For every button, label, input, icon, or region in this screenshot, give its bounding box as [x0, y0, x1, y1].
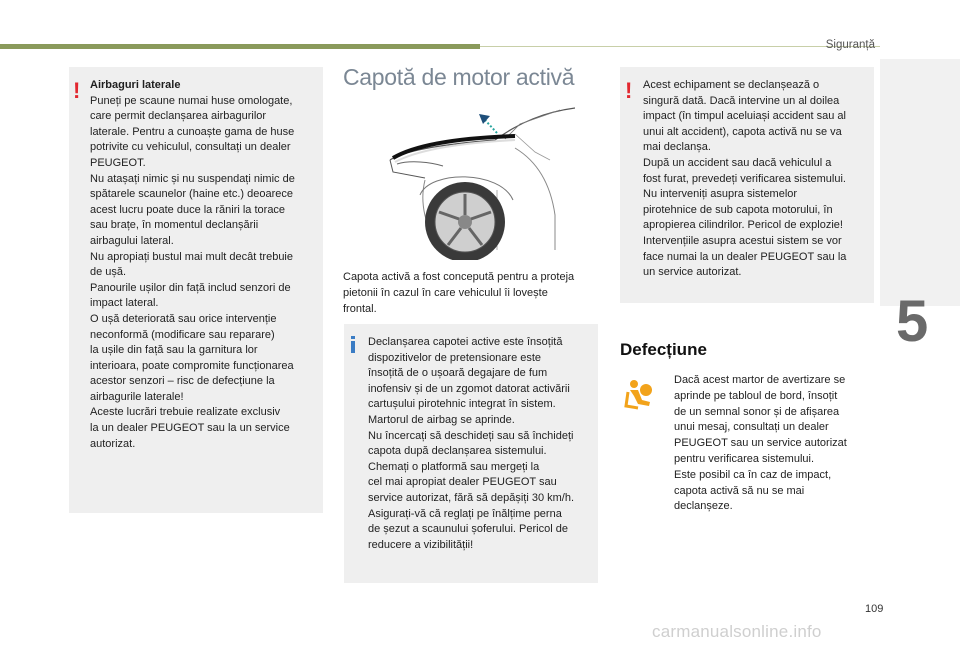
- page-number: 109: [865, 603, 884, 615]
- section-title: Siguranță: [825, 39, 875, 51]
- warning-exclamation-icon: !: [73, 78, 81, 103]
- header-rule: [480, 46, 880, 47]
- bonnet-lift-arrow-icon: [479, 114, 497, 133]
- chapter-number: 5: [896, 289, 929, 354]
- info-icon: [351, 341, 355, 353]
- side-airbag-warning-text: Puneți pe scaune numai huse omologate, care permit declanșarea airbagurilor laterale. Pentru a cunoaște gama de huse potrivite cu vehiculul, consultați un dealer PEUGEOT. Nu atașați nimic și nu suspendați nimic de spătarele scaunelor (haine etc.) deoarece acest lucru poate duce la răniri la torace sau brațe, în momentul declanșării airbagului lateral. Nu apropiați bustul mai mult decât trebuie de ușă. Panourile ușilor din față includ senzori de impact lateral. O ușă deteriorată sau orice intervenție neconformă (modificare sau reparare) la ușile din față sau la garnitura lor interioara, poate compromite funcționarea acestor senzori – risc de defecțiune la airbagurile laterale! Aceste lucrări trebuie realizate exclusiv la un dealer PEUGEOT sau la un service autorizat.: [90, 94, 295, 450]
- defects-heading: Defecțiune: [620, 340, 707, 359]
- chapter-tab: [880, 59, 960, 306]
- active-bonnet-info-text: Declanșarea capotei active este însoțită dispozitivelor de pretensionare este însoțită de o ușoară degajare de fum inofensiv și de un zgomot datorat activării cartușului pirotehnic integrat în sistem. Martorul de airbag se aprinde. Nu încercați să deschideți sau să închideți capota după declanșarea sistemului. Chemați o platformă sau mergeți la cel mai apropiat dealer PEUGEOT sau service autorizat, fără să depășiți 30 km/h. Asigurați-vă că reglați pe înălțime perna de șezut a scaunului șoferului. Pericol de reducere a vizibilității!: [368, 336, 575, 551]
- warning-exclamation-icon: !: [625, 78, 633, 103]
- active-bonnet-illustration: [385, 100, 575, 260]
- info-icon-dot: [351, 336, 355, 339]
- active-bonnet-warning-text: Acest echipament se declanșează o singură dată. Dacă intervine un al doilea impact (în timpul aceluiași accident sau al unui alt accident), capota activă nu se va mai declanșa. După un accident sau dacă vehiculul a fost furat, prevedeți verificarea sistemului. Nu interveniți asupra sistemelor pirotehnice de sub capota motorului, în apropierea cilindrilor. Pericol de explozie! Intervențiile asupra acestui sistem se vor face numai la un dealer PEUGEOT sau la un service autorizat.: [643, 79, 847, 279]
- defects-text: Dacă acest martor de avertizare se aprinde pe tabloul de bord, însoțit de un semnal sonor și de afișarea unui mesaj, consultați un dealer PEUGEOT sau un service autorizat pentru verificarea sistemului. Este posibil ca în caz de impact, capota activă să nu se mai declanșeze.: [674, 374, 847, 513]
- watermark: carmanualsonline.info: [652, 622, 822, 641]
- side-airbag-warning-title: Airbaguri laterale: [90, 79, 181, 91]
- header-accent-bar: [0, 44, 480, 49]
- active-bonnet-intro: Capota activă a fost concepută pentru a proteja pietonii în cazul în care vehiculul îi lovește frontal.: [343, 271, 575, 315]
- airbag-warning-light-icon: [620, 378, 654, 412]
- active-bonnet-heading: Capotă de motor activă: [343, 64, 575, 90]
